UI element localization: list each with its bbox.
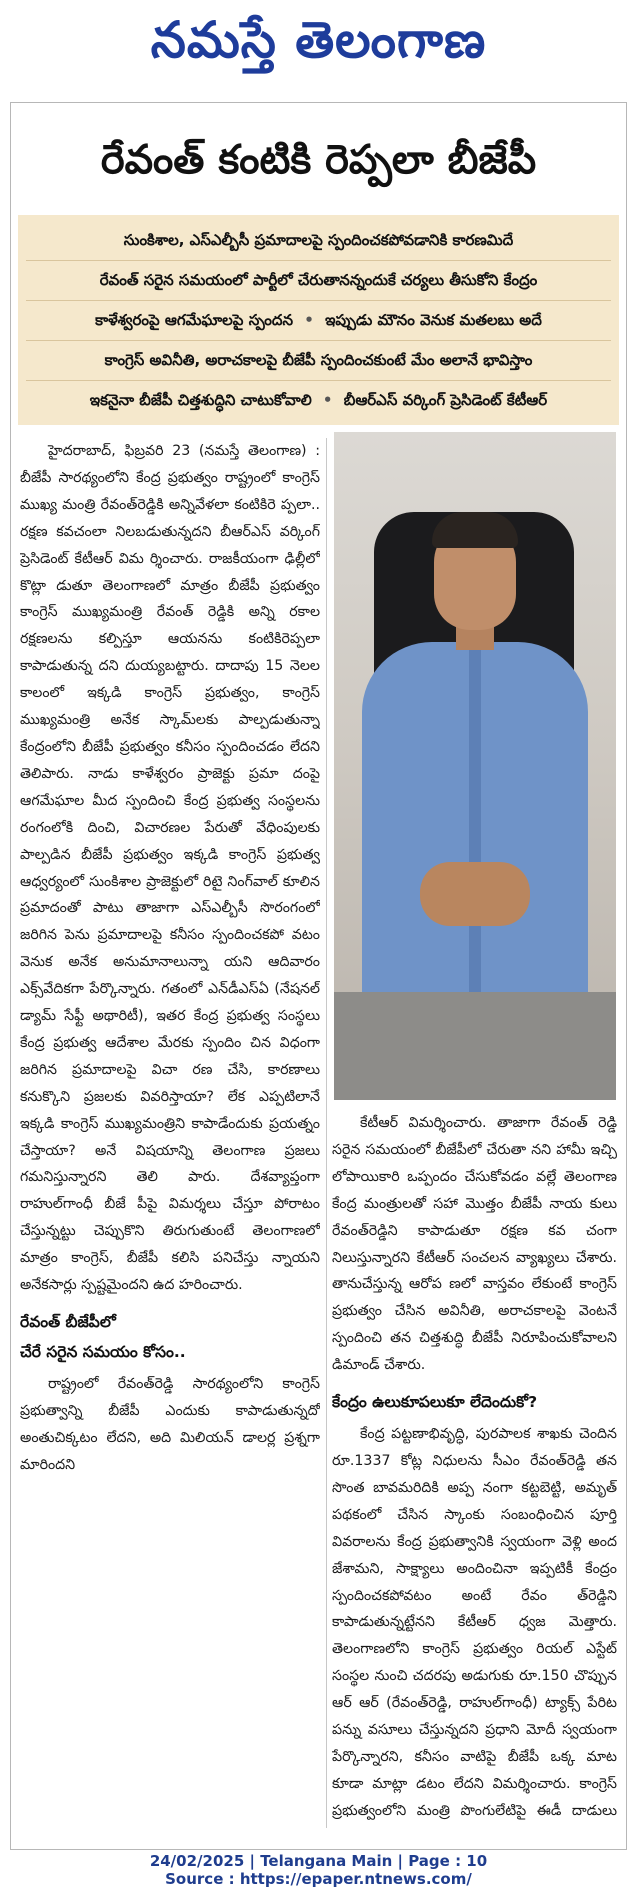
subhead-line-3 — [26, 301, 611, 341]
article-right-column — [332, 1110, 617, 1830]
subhead-text: కాంగ్రెస్ అవినీతి, అరాచకాలపై బీజేపీ స్పందించకుంటే మేం అలానే భావిస్తాం — [104, 351, 533, 369]
section-subheading-line: చేరే సరైన సమయం కోసం.. — [20, 1343, 186, 1361]
section-subheading — [20, 1307, 320, 1367]
subhead-line-5 — [26, 381, 611, 420]
subhead-line-2 — [26, 261, 611, 301]
photo-hair — [432, 512, 518, 548]
subhead-text: ఇప్పుడు మౌనం వెనుక మతలబు అదే — [325, 311, 542, 329]
ktr-portrait-photo — [334, 432, 616, 1100]
subhead-text: సుంకిశాల, ఎస్ఎల్బీసీ ప్రమాదాలపై స్పందించకపోవడానికి కారణమిదే — [123, 231, 514, 249]
footer-source-link[interactable]: Source : https://epaper.ntnews.com/ — [165, 1870, 472, 1888]
body-paragraph: హైదరాబాద్, ఫిబ్రవరి 23 (నమస్తే తెలంగాణ) : బీజేపీ సారథ్యంలోని కేంద్ర ప్రభుత్వం రాష్ట్రంలో కాంగ్రెస్ ముఖ్య మంత్రి రేవంత్‌రెడ్డికి అన్నివేళలా కంటికిరె ప్పలా.. రక్షణ కవచంలా నిలబడుతున్నదని బీఆర్ఎస్ వర్కింగ్ ప్రెసిడెంట్ కేటీఆర్ విమ ర్శించారు. రాజకీయంగా ఢిల్లీలో కొట్లా డుతూ తెలంగాణలో మాత్రం బీజేపీ ప్రభుత్వం కాంగ్రెస్ ముఖ్యమంత్రి రేవంత్ రెడ్డికి అన్ని రకాల రక్షణలను కల్పిస్తూ ఆయనను కంటికిరెప్పలా కాపాడుతున్న దని దుయ్యబట్టారు. దాదాపు 15 నెలల కాలంలో ఇక్కడి కాంగ్రెస్ ప్రభుత్వం, కాంగ్రెస్ ముఖ్యమంత్రి అనేక స్కామ్‌లకు పాల్పడుతున్నా కేంద్రంలోని బీజేపీ ప్రభుత్వం కనీసం స్పందించడం లేదని తెలిపారు. నాడు కాళేశ్వరం ప్రాజెక్టు ప్రమా దంపై ఆగమేఘాల మీద స్పందించి కేంద్ర ప్రభుత్వ సంస్థలను రంగంలోకి దించి, విచారణల పేరుతో వేధింపులకు పాల్పడిన బీజేపీ ప్రభుత్వం ఇక్కడి కాంగ్రెస్ ప్రభుత్వ ఆధ్వర్యంలో సుంకిశాల ప్రాజెక్టులో రిటై నింగ్‌వాల్ కూలిన ప్రమాదంతో పాటు తాజాగా ఎస్ఎల్బీసీ సొరంగంలో జరిగిన పెను ప్రమాదాలపై కనీసం స్పందించకపో వటం వెనుక అనేక అనుమానాలున్నా యని ఆదివారం ఎక్స్‌వేదికగా పేర్కొన్నారు. గతంలో ఎన్‌డీఎస్ఏ (నేషనల్ డ్యామ్ సేఫ్టీ అథారిటీ), ఇతర కేంద్ర ప్రభుత్వ సంస్థలు కేంద్ర ప్రభుత్వ ఆదేశాల మేరకు స్పందిం చిన విధంగా జరిగిన ప్రమాదాలపై విచా రణ చేసి, కారణాలు కనుక్కొని ప్రజలకు వివరిస్తాయా? లేక ఎప్పటిలానే ఇక్కడి కాంగ్రెస్ ముఖ్యమంత్రిని కాపాడేందుకు ప్రయత్నం చేస్తాయా? అనే విషయాన్ని తెలంగాణ ప్రజలు గమనిస్తున్నారని తెలి పారు. దేశవ్యాప్తంగా రాహుల్‌గాంధీ బీజే పీపై విమర్శలు చేస్తూ పోరాటం చేస్తున్నట్టు చెప్పుకొని తిరుగుతుంటే తెలంగాణలో మాత్రం కాంగ్రెస్, బీజేపీ కలిసి పనిచేస్తు న్నాయని అనేకసార్లు స్పష్టమైందని ఉద హరించారు. — [20, 443, 320, 1294]
footer-dateline: 24/02/2025 | Telangana Main | Page : 10 — [149, 1852, 488, 1870]
section-subheading-line: రేవంత్ బీజేపీలో — [20, 1313, 116, 1331]
subhead-text: కాళేశ్వరంపై ఆగమేఘాలపై స్పందన — [95, 311, 294, 329]
body-paragraph: కేటీఆర్ విమర్శించారు. తాజాగా రేవంత్ రెడ్డి సరైన సమయంలో బీజేపీలో చేరుతా నని హామీ ఇచ్చి లోపాయికారి ఒప్పందం చేసుకోవడం వల్లే తెలంగాణ కేంద్ర మంత్రులతో సహా మొత్తం బీజేపీ నాయ కులు రేవంత్‌రెడ్డిని కాపాడుతూ రక్షణ కవ చంగా నిలుస్తున్నారని కేటీఆర్ సంచలన వ్యాఖ్యలు చేశారు. తానుచేస్తున్న ఆరోప ణలో వాస్తవం లేకుంటే కాంగ్రెస్ ప్రభుత్వం చేసిన అవినీతి, అరాచకాలపై వెంటనే స్పందించి తన చిత్తశుద్ధి బీజేపీ నిరూపించుకోవాలని డిమాండ్ చేశారు. — [332, 1115, 617, 1374]
bullet-icon: • — [322, 391, 333, 409]
body-paragraph: రాష్ట్రంలో రేవంత్‌రెడ్డి సారథ్యంలోని కాంగ్రెస్ ప్రభుత్వాన్ని బీజేపీ ఎందుకు కాపాడుతున్నదో అంతుచిక్కటం లేదని, అది మిలియన్ డాలర్ల ప్రశ్నగా మారిందని — [20, 1376, 320, 1473]
article-left-column — [20, 438, 320, 1828]
section-subheading: కేంద్రం ఉలుకూపలుకూ లేదెందుకో? — [332, 1393, 538, 1412]
body-paragraph: కేంద్ర పట్టణాభివృద్ధి, పురపాలక శాఖకు చెందిన రూ.1337 కోట్ల నిధులను సీఎం రేవంత్‌రెడ్డి తన సొంత బావమరిదికి అప్ప నంగా కట్టబెట్టి, అమృత్ పథకంలో చేసిన స్కాంకు సంబంధించిన పూర్తి వివరాలను కేంద్ర ప్రభుత్వానికి స్వయంగా వెళ్లి అంద జేశామని, సాక్ష్యాలు అందించినా ఇప్పటికీ కేంద్రం స్పందించకపోవటం అంటే రేవం త్‌రెడ్డిని కాపాడుతున్నట్టేనని కేటీఆర్ ధ్వజ మెత్తారు. తెలంగాణలోని కాంగ్రెస్ ప్రభుత్వం రియల్ ఎస్టేట్ సంస్థల నుంచి చదరపు అడుగుకు రూ.150 చొప్పున ఆర్ ఆర్ (రేవంత్‌రెడ్డి, రాహుల్‌గాంధీ) ట్యాక్స్ పేరిట పన్ను వసూలు చేస్తున్నదని ప్రధాని మోదీ స్వయంగా పేర్కొన్నారని, కనీసం వాటిపై బీజేపీ ఒక్క మాట కూడా మాట్లా డటం లేదని విమర్శించారు. కాంగ్రెస్ ప్రభుత్వంలోని మంత్రి పొంగులేటిపై ఈడీ దాడులు — [332, 1426, 617, 1819]
subhead-line-1 — [26, 221, 611, 261]
newspaper-masthead: నమస్తే తెలంగాణ — [150, 10, 487, 69]
subhead-text: ఇకనైనా బీజేపీ చిత్తశుద్ధిని చాటుకోవాలి — [89, 391, 312, 409]
subhead-text: రేవంత్ సరైన సమయంలో పార్టీలో చేరుతానన్నందుకే చర్యలు తీసుకోని కేంద్రం — [99, 271, 538, 289]
bullet-icon: • — [304, 311, 314, 329]
article-headline: రేవంత్ కంటికి రెప్పలా బీజేపీ — [100, 137, 537, 183]
photo-folded-hands — [420, 862, 530, 926]
subhead-box — [18, 215, 619, 425]
subhead-line-4 — [26, 341, 611, 381]
column-divider — [326, 438, 327, 1828]
subhead-text: బీఆర్ఎస్ వర్కింగ్ ప్రెసిడెంట్ కేటీఆర్ — [343, 391, 548, 409]
photo-desk — [334, 992, 616, 1100]
